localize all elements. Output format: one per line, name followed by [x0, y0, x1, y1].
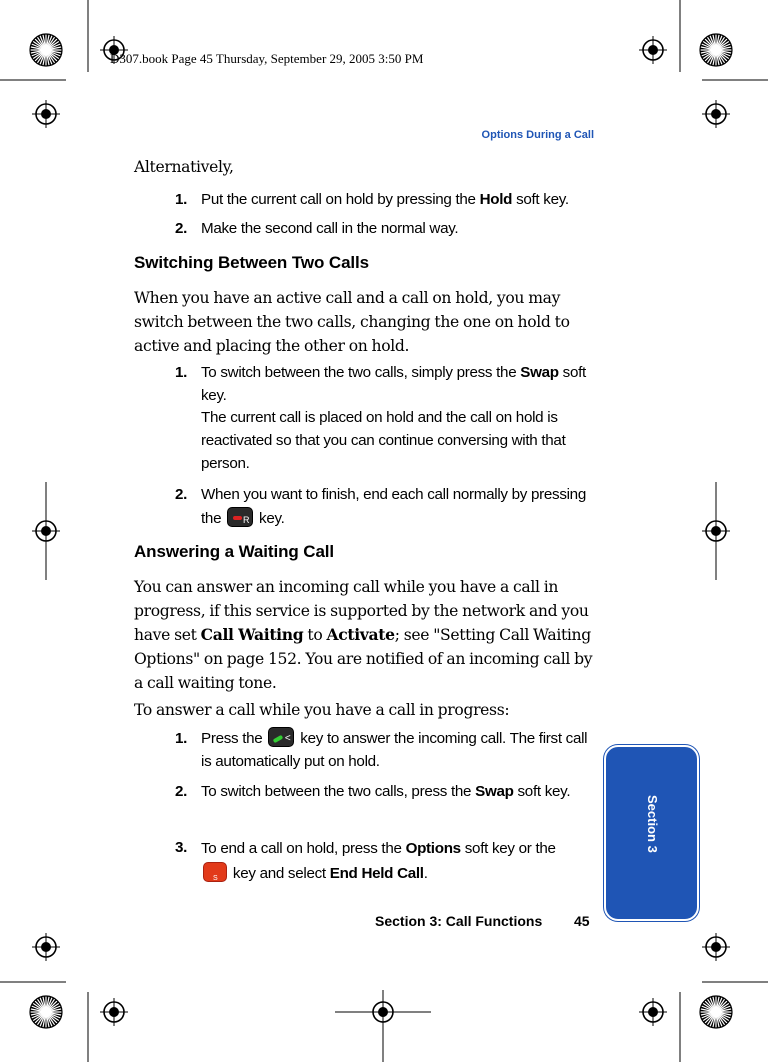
step-text: When you want to finish, end each call normally by pressing the R key. [201, 483, 596, 531]
step-number: 1. [175, 730, 188, 747]
footer-section: Section 3: Call Functions [375, 913, 543, 929]
step-note: The current call is placed on hold and the call on hold is reactivated so that you can continue conversing with that person. [201, 409, 566, 472]
step-number: 2. [175, 220, 188, 237]
registration-star-icon [30, 34, 62, 66]
step-text: To switch between the two calls, simply press the Swap soft key. [201, 364, 586, 404]
footer-page-number: 45 [574, 913, 590, 929]
running-head: Options During a Call [481, 129, 594, 141]
slug-line: D307.book Page 45 Thursday, September 29, 2005 3:50 PM [110, 51, 424, 66]
end-key-icon [227, 507, 253, 527]
step-number: 2. [175, 783, 188, 800]
step-text: To end a call on hold, press the Options soft key or the S key and select End Held Call. [201, 836, 586, 886]
intro-text: Alternatively, [134, 158, 234, 176]
step-text: Put the current call on hold by pressing the Hold soft key. [201, 191, 569, 208]
step-text: Press the < key to answer the incoming call. The first call is automatically put on hold. [201, 727, 596, 773]
step-text: Make the second call in the normal way. [201, 220, 459, 237]
para-answer: To answer a call while you have a call in progress: [134, 701, 510, 719]
registration-star-icon [700, 996, 732, 1028]
step-number: 2. [175, 486, 188, 503]
registration-star-icon [700, 34, 732, 66]
send-key-icon [268, 727, 294, 747]
section-tab-label: Section 3 [645, 795, 660, 853]
heading-waiting: Answering a Waiting Call [134, 542, 335, 561]
s-key-icon [203, 862, 227, 882]
step-text: To switch between the two calls, press the Swap soft key. [201, 783, 571, 800]
step-number: 3. [175, 839, 188, 856]
heading-switching: Switching Between Two Calls [134, 253, 370, 272]
section-tab [604, 745, 699, 921]
para-switching: When you have an active call and a call on hold, you may switch between the two calls, changing the one on hold to active and placing the other on hold. [134, 289, 570, 355]
registration-star-icon [30, 996, 62, 1028]
step-number: 1. [175, 191, 188, 208]
step-number: 1. [175, 364, 188, 381]
para-waiting: You can answer an incoming call while you have a call in progress, if this service is supported by the network and you have set Call Waiting to Activate; see "Setting Call Waiting Options" on page 152. You are notified of an incoming call by a call waiting tone. [134, 578, 593, 692]
